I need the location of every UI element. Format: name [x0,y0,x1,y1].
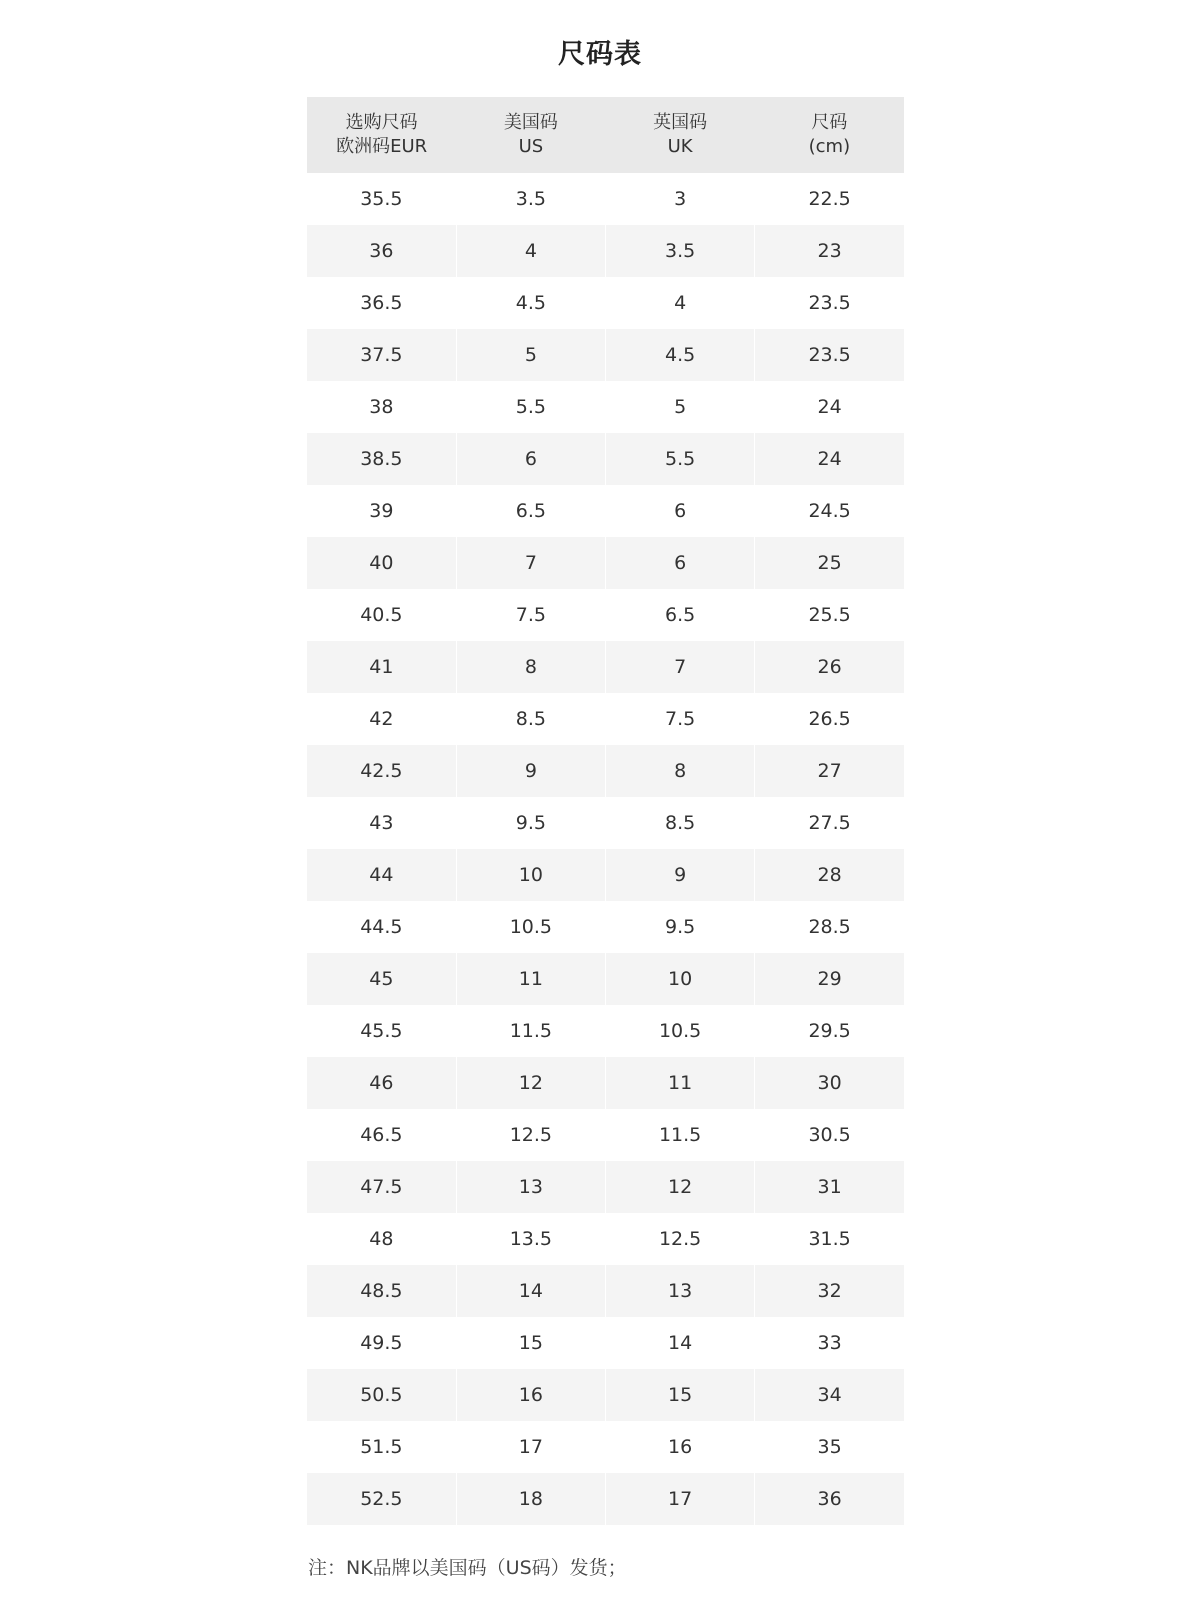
table-row [307,537,904,589]
header-cm-line2: (cm) [808,136,851,157]
cell-eur: 41 [307,641,456,693]
cell-us: 10 [456,849,605,901]
cell-eur: 44 [307,849,456,901]
cell-us: 17 [456,1421,605,1473]
cell-uk: 11 [606,1057,755,1109]
cell-eur: 48.5 [307,1265,456,1317]
cell-uk: 10.5 [606,1005,755,1057]
cell-us: 7.5 [456,589,605,641]
size-chart-table [307,97,904,1525]
table-row [307,1369,904,1421]
header-eur-line2: 欧洲码EUR [336,136,428,157]
cell-cm: 35 [755,1421,904,1473]
cell-eur: 47.5 [307,1161,456,1213]
cell-uk: 5.5 [606,433,755,485]
cell-cm: 36 [755,1473,904,1525]
cell-eur: 36.5 [360,292,403,314]
cell-eur: 48 [369,1228,394,1250]
header-eur-line1: 选购尺码 [345,112,418,133]
cell-cm: 27.5 [755,797,904,849]
table-row [307,1057,904,1109]
table-row [307,641,904,693]
table-row [307,1161,904,1213]
cell-uk: 17 [606,1473,755,1525]
header-uk-line2: UK [667,136,693,157]
header-us-line2: US [518,136,544,157]
cell-cm: 31.5 [755,1213,904,1265]
cell-us: 4.5 [456,277,605,329]
cell-eur: 45 [307,953,456,1005]
cell-us: 12 [456,1057,605,1109]
cell-us: 11 [456,953,605,1005]
cell-eur: 42 [369,708,394,730]
cell-us: 15 [456,1317,605,1369]
table-row [307,277,904,329]
table-row [307,1265,904,1317]
cell-us: 8.5 [456,693,605,745]
cell-us: 13 [456,1161,605,1213]
cell-cm: 22.5 [755,173,904,225]
cell-eur: 44.5 [360,916,403,938]
table-row [307,589,904,641]
cell-eur: 46.5 [360,1124,403,1146]
cell-eur: 42.5 [307,745,456,797]
cell-cm: 33 [755,1317,904,1369]
header-eur [307,97,456,173]
table-row [307,1005,904,1057]
cell-us: 11.5 [456,1005,605,1057]
cell-us: 3.5 [456,173,605,225]
cell-uk: 6 [606,485,755,537]
header-cm-line1: 尺码 [811,112,848,133]
cell-eur: 38 [369,396,394,418]
table-row [307,901,904,953]
cell-cm: 25 [755,537,904,589]
table-row [307,381,904,433]
cell-uk: 4 [606,277,755,329]
cell-us: 10.5 [456,901,605,953]
cell-us: 16 [456,1369,605,1421]
cell-uk: 6.5 [606,589,755,641]
cell-cm: 31 [755,1161,904,1213]
cell-eur: 37.5 [307,329,456,381]
cell-uk: 3.5 [606,225,755,277]
cell-uk: 8 [606,745,755,797]
cell-cm: 25.5 [755,589,904,641]
cell-cm: 28.5 [755,901,904,953]
cell-uk: 9 [606,849,755,901]
cell-eur: 51.5 [360,1436,403,1458]
header-uk-line1: 英国码 [653,112,708,133]
table-body [307,173,904,1525]
cell-cm: 27 [755,745,904,797]
cell-us: 5 [456,329,605,381]
cell-us: 18 [456,1473,605,1525]
cell-uk: 12.5 [606,1213,755,1265]
cell-eur: 36 [307,225,456,277]
cell-eur: 35.5 [360,188,403,210]
cell-cm: 29.5 [755,1005,904,1057]
cell-uk: 13 [606,1265,755,1317]
cell-uk: 10 [606,953,755,1005]
cell-us: 9.5 [456,797,605,849]
cell-uk: 15 [606,1369,755,1421]
table-row [307,329,904,381]
page-title: 尺码表 [558,39,642,70]
table-row [307,1317,904,1369]
header-uk [606,97,755,173]
cell-cm: 24 [755,433,904,485]
cell-us: 13.5 [456,1213,605,1265]
cell-uk: 7 [606,641,755,693]
cell-cm: 32 [755,1265,904,1317]
cell-cm: 34 [755,1369,904,1421]
cell-cm: 26 [755,641,904,693]
table-row [307,1109,904,1161]
cell-cm: 29 [755,953,904,1005]
cell-us: 6.5 [456,485,605,537]
cell-uk: 8.5 [606,797,755,849]
table-row [307,1421,904,1473]
cell-eur: 39 [369,500,394,522]
cell-us: 12.5 [456,1109,605,1161]
cell-eur: 38.5 [307,433,456,485]
cell-us: 8 [456,641,605,693]
cell-cm: 23.5 [755,329,904,381]
table-row [307,225,904,277]
table-row [307,797,904,849]
cell-eur: 52.5 [307,1473,456,1525]
cell-eur: 49.5 [360,1332,403,1354]
table-row [307,745,904,797]
table-row [307,1473,904,1525]
cell-eur: 43 [369,812,394,834]
footnote: 注：NK品牌以美国码（US码）发货； [308,1557,627,1579]
header-cm [755,97,904,173]
table-row [307,433,904,485]
cell-us: 6 [456,433,605,485]
table-row [307,485,904,537]
table-row [307,953,904,1005]
cell-cm: 24.5 [755,485,904,537]
header-us [456,97,605,173]
table-row [307,693,904,745]
table-row [307,849,904,901]
cell-cm: 26.5 [755,693,904,745]
cell-uk: 16 [606,1421,755,1473]
table-row [307,1213,904,1265]
cell-us: 9 [456,745,605,797]
cell-cm: 28 [755,849,904,901]
cell-cm: 23 [755,225,904,277]
cell-uk: 3 [606,173,755,225]
cell-cm: 23.5 [755,277,904,329]
cell-uk: 14 [606,1317,755,1369]
cell-uk: 9.5 [606,901,755,953]
cell-us: 14 [456,1265,605,1317]
cell-cm: 24 [755,381,904,433]
cell-eur: 45.5 [360,1020,403,1042]
cell-uk: 12 [606,1161,755,1213]
cell-uk: 6 [606,537,755,589]
cell-eur: 46 [307,1057,456,1109]
cell-uk: 5 [606,381,755,433]
cell-cm: 30 [755,1057,904,1109]
cell-uk: 4.5 [606,329,755,381]
cell-us: 5.5 [456,381,605,433]
cell-uk: 11.5 [606,1109,755,1161]
table-header-row [307,97,904,173]
table-row [307,173,904,225]
cell-eur: 40.5 [360,604,403,626]
cell-cm: 30.5 [755,1109,904,1161]
cell-eur: 50.5 [307,1369,456,1421]
cell-uk: 7.5 [606,693,755,745]
cell-eur: 40 [307,537,456,589]
cell-us: 4 [456,225,605,277]
header-us-line1: 美国码 [503,112,558,133]
cell-us: 7 [456,537,605,589]
